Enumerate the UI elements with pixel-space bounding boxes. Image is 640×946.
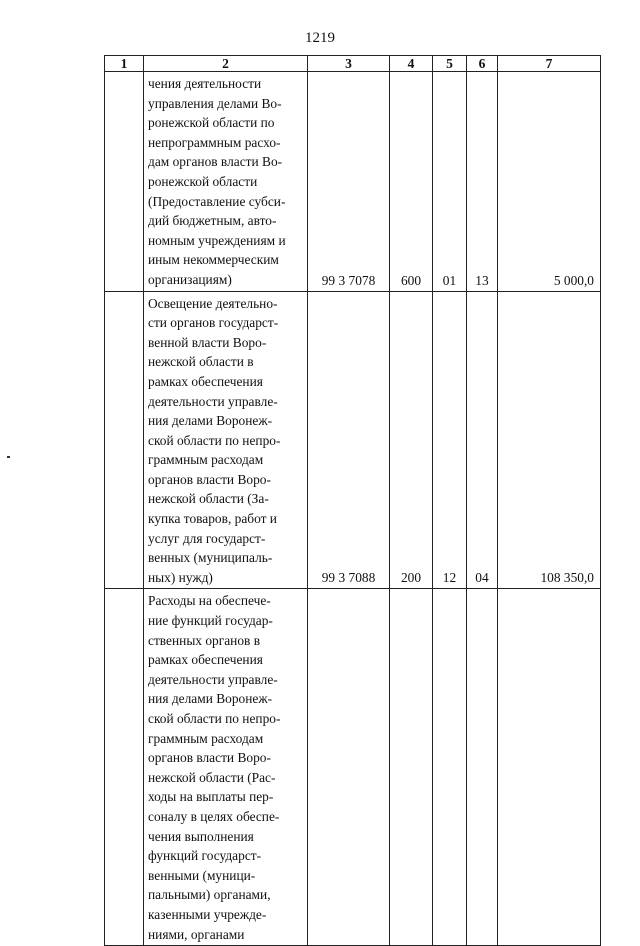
column-header-2: 2 bbox=[144, 56, 308, 72]
amount-cell: 5 000,0 bbox=[498, 72, 601, 292]
target-code-cell: 99 3 7088 bbox=[308, 291, 390, 589]
target-code-cell: 99 3 7078 bbox=[308, 72, 390, 292]
subsection-cell bbox=[467, 589, 498, 946]
table-row bbox=[105, 291, 601, 589]
column-header-1: 1 bbox=[105, 56, 144, 72]
column-number-header-row bbox=[105, 56, 601, 72]
table-row bbox=[105, 72, 601, 292]
description-cell: Расходы на обеспече- ние функций государ- ственных органов в рамках обеспечения деятельности управле- ния делами Воронеж- ской области по непро- граммным расходам органов власти Воро- нежской области (Рас- ходы на выплаты пер- соналу в целях обеспе- чения выполнения функций государст- венными (муници- пальными) органами, казенными учрежде- ниями, органами bbox=[144, 589, 308, 946]
section-cell: 12 bbox=[433, 291, 467, 589]
expense-type-cell: 600 bbox=[390, 72, 433, 292]
expense-type-cell: 200 bbox=[390, 291, 433, 589]
column-header-6: 6 bbox=[467, 56, 498, 72]
row-number-cell bbox=[105, 291, 144, 589]
table-row bbox=[105, 589, 601, 946]
column-header-4: 4 bbox=[390, 56, 433, 72]
row-number-cell bbox=[105, 589, 144, 946]
subsection-cell: 04 bbox=[467, 291, 498, 589]
row-number-cell bbox=[105, 72, 144, 292]
column-header-3: 3 bbox=[308, 56, 390, 72]
page-number: 1219 bbox=[305, 30, 335, 46]
column-header-5: 5 bbox=[433, 56, 467, 72]
section-cell: 01 bbox=[433, 72, 467, 292]
amount-cell bbox=[498, 589, 601, 946]
expense-type-cell bbox=[390, 589, 433, 946]
margin-mark bbox=[7, 456, 10, 458]
description-cell: чения деятельности управления делами Во- ронежской области по непрограммным расхо- дам органов власти Во- ронежской области (Предоставление субси- дий бюджетным, авто- номным учреждениям и иным некоммерческим организациям) bbox=[144, 72, 308, 292]
column-header-7: 7 bbox=[498, 56, 601, 72]
target-code-cell bbox=[308, 589, 390, 946]
section-cell bbox=[433, 589, 467, 946]
amount-cell: 108 350,0 bbox=[498, 291, 601, 589]
subsection-cell: 13 bbox=[467, 72, 498, 292]
budget-table bbox=[104, 55, 601, 946]
description-cell: Освещение деятельно- сти органов государст- венной власти Воро- нежской области в рамках обеспечения деятельности управле- ния делами Воронеж- ской области по непро- граммным расходам органов власти Воро- нежской области (За- купка товаров, работ и услуг для государст- венных (муниципаль- ных) нужд) bbox=[144, 291, 308, 589]
